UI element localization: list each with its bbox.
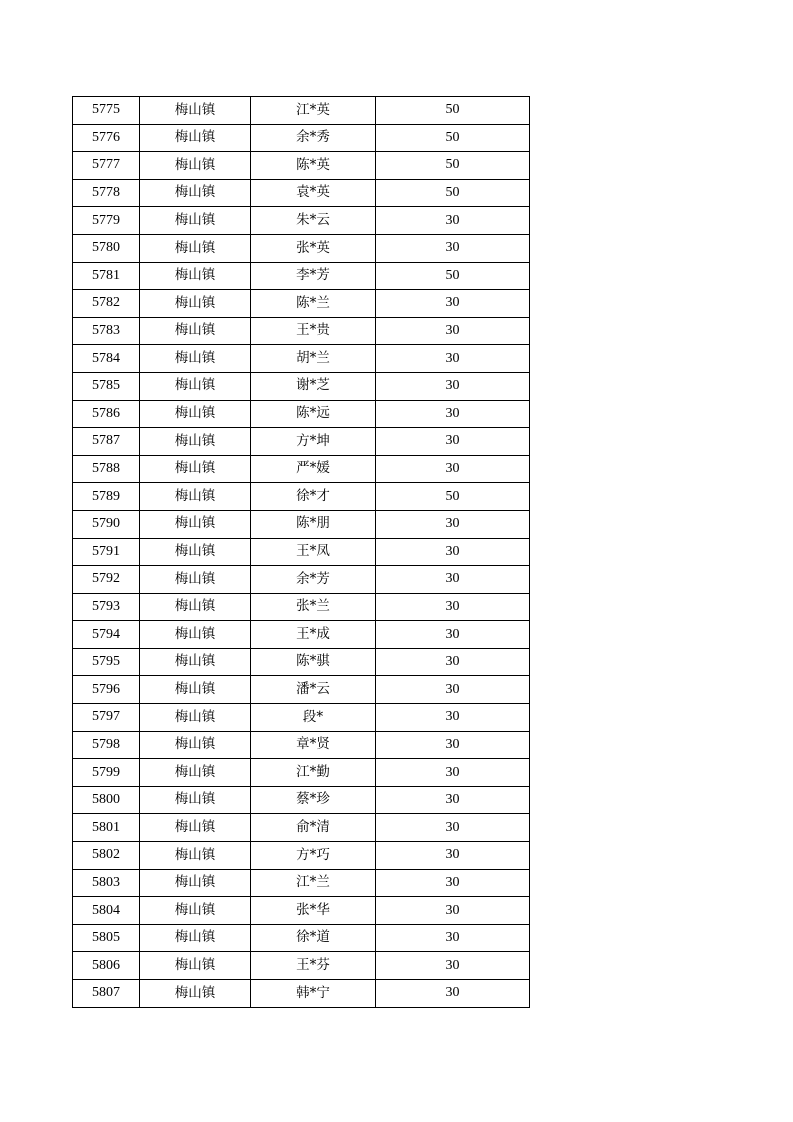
cell-amount: 30 (376, 842, 530, 870)
cell-person-name: 袁*英 (251, 179, 376, 207)
cell-serial-number: 5791 (73, 538, 140, 566)
cell-person-name: 徐*道 (251, 924, 376, 952)
cell-person-name: 陈*朋 (251, 510, 376, 538)
cell-town: 梅山镇 (140, 704, 251, 732)
table-row (73, 483, 530, 511)
table-row (73, 814, 530, 842)
cell-person-name: 俞*清 (251, 814, 376, 842)
cell-amount: 30 (376, 455, 530, 483)
cell-amount: 30 (376, 869, 530, 897)
cell-amount: 30 (376, 566, 530, 594)
cell-amount: 30 (376, 676, 530, 704)
cell-town: 梅山镇 (140, 290, 251, 318)
cell-person-name: 蔡*珍 (251, 786, 376, 814)
table-row (73, 786, 530, 814)
cell-amount: 30 (376, 980, 530, 1008)
cell-town: 梅山镇 (140, 593, 251, 621)
table-row (73, 869, 530, 897)
cell-serial-number: 5799 (73, 759, 140, 787)
cell-town: 梅山镇 (140, 483, 251, 511)
cell-serial-number: 5797 (73, 704, 140, 732)
cell-amount: 50 (376, 262, 530, 290)
cell-town: 梅山镇 (140, 317, 251, 345)
table-row (73, 455, 530, 483)
cell-serial-number: 5784 (73, 345, 140, 373)
cell-town: 梅山镇 (140, 814, 251, 842)
table-row (73, 538, 530, 566)
roster-sheet (72, 96, 530, 1008)
cell-town: 梅山镇 (140, 400, 251, 428)
cell-serial-number: 5787 (73, 428, 140, 456)
cell-person-name: 胡*兰 (251, 345, 376, 373)
table-row (73, 97, 530, 125)
cell-amount: 50 (376, 179, 530, 207)
cell-serial-number: 5802 (73, 842, 140, 870)
cell-person-name: 陈*远 (251, 400, 376, 428)
cell-person-name: 章*贤 (251, 731, 376, 759)
cell-serial-number: 5783 (73, 317, 140, 345)
cell-person-name: 江*英 (251, 97, 376, 125)
table-row (73, 593, 530, 621)
cell-person-name: 余*秀 (251, 124, 376, 152)
cell-serial-number: 5775 (73, 97, 140, 125)
cell-person-name: 朱*云 (251, 207, 376, 235)
cell-serial-number: 5789 (73, 483, 140, 511)
table-row (73, 676, 530, 704)
cell-amount: 50 (376, 483, 530, 511)
cell-amount: 30 (376, 759, 530, 787)
cell-amount: 30 (376, 207, 530, 235)
cell-town: 梅山镇 (140, 234, 251, 262)
roster-table-body (73, 97, 530, 1008)
cell-amount: 50 (376, 124, 530, 152)
table-row (73, 207, 530, 235)
cell-town: 梅山镇 (140, 621, 251, 649)
cell-amount: 30 (376, 372, 530, 400)
cell-person-name: 陈*骐 (251, 648, 376, 676)
table-row (73, 124, 530, 152)
cell-person-name: 段* (251, 704, 376, 732)
cell-serial-number: 5788 (73, 455, 140, 483)
cell-person-name: 张*英 (251, 234, 376, 262)
table-row (73, 731, 530, 759)
cell-amount: 30 (376, 400, 530, 428)
cell-town: 梅山镇 (140, 510, 251, 538)
table-row (73, 400, 530, 428)
cell-serial-number: 5807 (73, 980, 140, 1008)
cell-town: 梅山镇 (140, 731, 251, 759)
cell-serial-number: 5776 (73, 124, 140, 152)
table-row (73, 704, 530, 732)
table-row (73, 952, 530, 980)
cell-serial-number: 5778 (73, 179, 140, 207)
cell-person-name: 王*凤 (251, 538, 376, 566)
table-row (73, 262, 530, 290)
cell-serial-number: 5793 (73, 593, 140, 621)
cell-town: 梅山镇 (140, 842, 251, 870)
cell-serial-number: 5804 (73, 897, 140, 925)
cell-serial-number: 5781 (73, 262, 140, 290)
table-row (73, 152, 530, 180)
cell-serial-number: 5798 (73, 731, 140, 759)
roster-table (72, 96, 530, 1008)
cell-amount: 30 (376, 234, 530, 262)
cell-person-name: 潘*云 (251, 676, 376, 704)
cell-serial-number: 5779 (73, 207, 140, 235)
cell-person-name: 徐*才 (251, 483, 376, 511)
cell-town: 梅山镇 (140, 980, 251, 1008)
cell-serial-number: 5805 (73, 924, 140, 952)
cell-town: 梅山镇 (140, 262, 251, 290)
cell-serial-number: 5777 (73, 152, 140, 180)
table-row (73, 345, 530, 373)
cell-town: 梅山镇 (140, 648, 251, 676)
cell-town: 梅山镇 (140, 152, 251, 180)
cell-person-name: 江*勤 (251, 759, 376, 787)
cell-amount: 50 (376, 152, 530, 180)
cell-serial-number: 5780 (73, 234, 140, 262)
table-row (73, 924, 530, 952)
cell-amount: 30 (376, 510, 530, 538)
cell-person-name: 王*芬 (251, 952, 376, 980)
table-row (73, 317, 530, 345)
cell-serial-number: 5794 (73, 621, 140, 649)
cell-town: 梅山镇 (140, 952, 251, 980)
cell-amount: 30 (376, 290, 530, 318)
cell-serial-number: 5782 (73, 290, 140, 318)
table-row (73, 234, 530, 262)
cell-town: 梅山镇 (140, 124, 251, 152)
cell-person-name: 李*芳 (251, 262, 376, 290)
cell-town: 梅山镇 (140, 179, 251, 207)
cell-town: 梅山镇 (140, 207, 251, 235)
cell-serial-number: 5795 (73, 648, 140, 676)
cell-amount: 30 (376, 593, 530, 621)
cell-serial-number: 5806 (73, 952, 140, 980)
cell-amount: 30 (376, 621, 530, 649)
cell-town: 梅山镇 (140, 455, 251, 483)
cell-serial-number: 5792 (73, 566, 140, 594)
table-row (73, 621, 530, 649)
cell-person-name: 韩*宁 (251, 980, 376, 1008)
table-row (73, 897, 530, 925)
cell-serial-number: 5785 (73, 372, 140, 400)
table-row (73, 648, 530, 676)
cell-person-name: 张*华 (251, 897, 376, 925)
cell-person-name: 方*巧 (251, 842, 376, 870)
cell-town: 梅山镇 (140, 97, 251, 125)
cell-serial-number: 5790 (73, 510, 140, 538)
cell-town: 梅山镇 (140, 428, 251, 456)
cell-serial-number: 5800 (73, 786, 140, 814)
cell-amount: 30 (376, 814, 530, 842)
cell-amount: 30 (376, 897, 530, 925)
cell-serial-number: 5801 (73, 814, 140, 842)
cell-amount: 30 (376, 428, 530, 456)
cell-town: 梅山镇 (140, 897, 251, 925)
table-row (73, 566, 530, 594)
cell-person-name: 张*兰 (251, 593, 376, 621)
cell-town: 梅山镇 (140, 345, 251, 373)
cell-amount: 30 (376, 704, 530, 732)
table-row (73, 510, 530, 538)
cell-town: 梅山镇 (140, 538, 251, 566)
cell-amount: 30 (376, 345, 530, 373)
cell-town: 梅山镇 (140, 676, 251, 704)
table-row (73, 842, 530, 870)
table-row (73, 980, 530, 1008)
cell-town: 梅山镇 (140, 759, 251, 787)
table-row (73, 290, 530, 318)
cell-person-name: 方*坤 (251, 428, 376, 456)
cell-person-name: 陈*兰 (251, 290, 376, 318)
cell-person-name: 严*媛 (251, 455, 376, 483)
cell-person-name: 陈*英 (251, 152, 376, 180)
cell-person-name: 王*贵 (251, 317, 376, 345)
cell-amount: 30 (376, 924, 530, 952)
cell-town: 梅山镇 (140, 786, 251, 814)
cell-amount: 30 (376, 731, 530, 759)
cell-person-name: 余*芳 (251, 566, 376, 594)
table-row (73, 372, 530, 400)
cell-town: 梅山镇 (140, 566, 251, 594)
table-row (73, 759, 530, 787)
cell-serial-number: 5796 (73, 676, 140, 704)
cell-amount: 30 (376, 786, 530, 814)
cell-amount: 30 (376, 317, 530, 345)
cell-person-name: 王*成 (251, 621, 376, 649)
table-row (73, 179, 530, 207)
cell-amount: 50 (376, 97, 530, 125)
cell-amount: 30 (376, 952, 530, 980)
cell-town: 梅山镇 (140, 869, 251, 897)
cell-amount: 30 (376, 538, 530, 566)
cell-serial-number: 5803 (73, 869, 140, 897)
cell-person-name: 江*兰 (251, 869, 376, 897)
cell-town: 梅山镇 (140, 372, 251, 400)
cell-person-name: 谢*芝 (251, 372, 376, 400)
cell-serial-number: 5786 (73, 400, 140, 428)
cell-amount: 30 (376, 648, 530, 676)
cell-town: 梅山镇 (140, 924, 251, 952)
table-row (73, 428, 530, 456)
